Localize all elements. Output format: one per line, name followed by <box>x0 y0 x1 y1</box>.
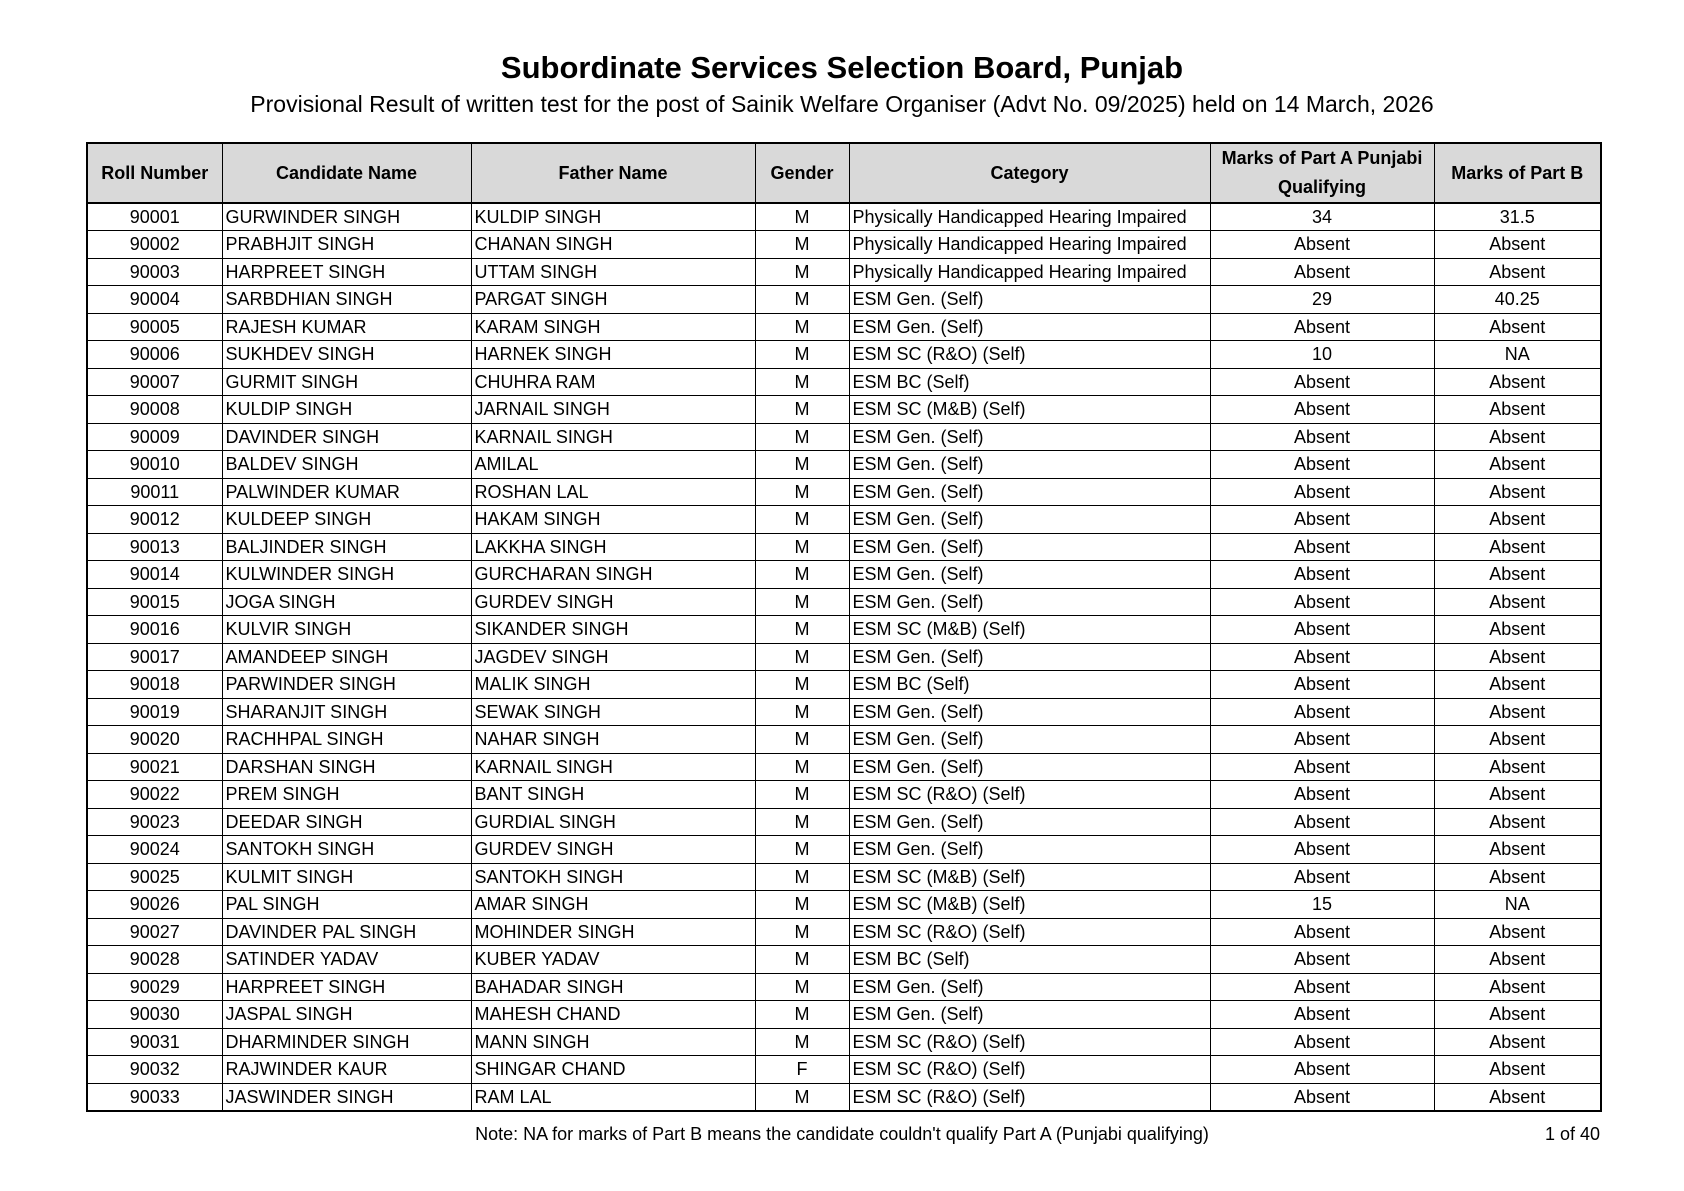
cell-candidate-name: SATINDER YADAV <box>222 946 471 974</box>
cell-father-name: MALIK SINGH <box>471 671 755 699</box>
cell-gender: M <box>755 533 849 561</box>
table-row <box>87 891 1601 919</box>
cell-marks-part-a: Absent <box>1210 836 1434 864</box>
cell-father-name: GURDIAL SINGH <box>471 808 755 836</box>
cell-candidate-name: RACHHPAL SINGH <box>222 726 471 754</box>
cell-candidate-name: DHARMINDER SINGH <box>222 1028 471 1056</box>
cell-gender: M <box>755 561 849 589</box>
cell-marks-part-a: Absent <box>1210 533 1434 561</box>
cell-marks-part-a: Absent <box>1210 698 1434 726</box>
cell-roll-number: 90029 <box>87 973 222 1001</box>
cell-marks-part-a: Absent <box>1210 808 1434 836</box>
cell-gender: M <box>755 808 849 836</box>
result-table <box>86 142 1602 1112</box>
cell-marks-part-a: Absent <box>1210 643 1434 671</box>
cell-father-name: ROSHAN LAL <box>471 478 755 506</box>
table-row <box>87 616 1601 644</box>
cell-roll-number: 90019 <box>87 698 222 726</box>
table-row <box>87 533 1601 561</box>
cell-gender: M <box>755 588 849 616</box>
cell-category: ESM Gen. (Self) <box>849 313 1210 341</box>
cell-gender: M <box>755 1083 849 1111</box>
cell-category: ESM SC (R&O) (Self) <box>849 341 1210 369</box>
page-subtitle: Provisional Result of written test for the post of Sainik Welfare Organiser (Advt No. 09/2025) held on 14 March, 2026 <box>250 91 1434 117</box>
cell-candidate-name: RAJESH KUMAR <box>222 313 471 341</box>
cell-marks-part-a: Absent <box>1210 863 1434 891</box>
cell-gender: M <box>755 1001 849 1029</box>
cell-category: Physically Handicapped Hearing Impaired <box>849 231 1210 259</box>
cell-roll-number: 90005 <box>87 313 222 341</box>
cell-father-name: JAGDEV SINGH <box>471 643 755 671</box>
cell-marks-part-a: Absent <box>1210 451 1434 479</box>
cell-marks-part-b: Absent <box>1434 423 1601 451</box>
cell-father-name: HARNEK SINGH <box>471 341 755 369</box>
cell-marks-part-b: Absent <box>1434 533 1601 561</box>
cell-gender: M <box>755 753 849 781</box>
cell-category: ESM Gen. (Self) <box>849 808 1210 836</box>
cell-category: ESM SC (M&B) (Self) <box>849 891 1210 919</box>
result-table-body <box>87 203 1601 1111</box>
column-header-father-name: Father Name <box>471 143 755 203</box>
cell-candidate-name: GURWINDER SINGH <box>222 203 471 231</box>
cell-gender: M <box>755 863 849 891</box>
cell-marks-part-a: 34 <box>1210 203 1434 231</box>
cell-marks-part-b: Absent <box>1434 918 1601 946</box>
cell-candidate-name: DAVINDER PAL SINGH <box>222 918 471 946</box>
cell-marks-part-b: NA <box>1434 891 1601 919</box>
cell-candidate-name: SARBDHIAN SINGH <box>222 286 471 314</box>
cell-marks-part-b: Absent <box>1434 561 1601 589</box>
cell-candidate-name: PREM SINGH <box>222 781 471 809</box>
cell-candidate-name: KULDEEP SINGH <box>222 506 471 534</box>
cell-category: ESM SC (R&O) (Self) <box>849 781 1210 809</box>
cell-marks-part-b: Absent <box>1434 258 1601 286</box>
cell-marks-part-b: Absent <box>1434 231 1601 259</box>
cell-roll-number: 90002 <box>87 231 222 259</box>
cell-gender: M <box>755 203 849 231</box>
cell-roll-number: 90007 <box>87 368 222 396</box>
table-row <box>87 588 1601 616</box>
cell-candidate-name: RAJWINDER KAUR <box>222 1056 471 1084</box>
cell-father-name: AMAR SINGH <box>471 891 755 919</box>
cell-category: ESM Gen. (Self) <box>849 698 1210 726</box>
cell-marks-part-b: Absent <box>1434 726 1601 754</box>
cell-father-name: SANTOKH SINGH <box>471 863 755 891</box>
cell-category: ESM Gen. (Self) <box>849 478 1210 506</box>
cell-gender: M <box>755 341 849 369</box>
cell-marks-part-a: 29 <box>1210 286 1434 314</box>
table-row <box>87 423 1601 451</box>
cell-candidate-name: KULVIR SINGH <box>222 616 471 644</box>
table-row <box>87 286 1601 314</box>
cell-father-name: CHANAN SINGH <box>471 231 755 259</box>
cell-category: ESM Gen. (Self) <box>849 643 1210 671</box>
cell-candidate-name: JASPAL SINGH <box>222 1001 471 1029</box>
cell-father-name: HAKAM SINGH <box>471 506 755 534</box>
cell-category: ESM Gen. (Self) <box>849 973 1210 1001</box>
cell-roll-number: 90032 <box>87 1056 222 1084</box>
cell-marks-part-b: Absent <box>1434 643 1601 671</box>
cell-roll-number: 90028 <box>87 946 222 974</box>
cell-category: Physically Handicapped Hearing Impaired <box>849 203 1210 231</box>
cell-marks-part-b: Absent <box>1434 1083 1601 1111</box>
cell-father-name: RAM LAL <box>471 1083 755 1111</box>
cell-candidate-name: HARPREET SINGH <box>222 973 471 1001</box>
cell-marks-part-a: Absent <box>1210 313 1434 341</box>
cell-candidate-name: PRABHJIT SINGH <box>222 231 471 259</box>
cell-roll-number: 90027 <box>87 918 222 946</box>
cell-father-name: AMILAL <box>471 451 755 479</box>
cell-marks-part-b: Absent <box>1434 808 1601 836</box>
cell-gender: M <box>755 368 849 396</box>
cell-candidate-name: SHARANJIT SINGH <box>222 698 471 726</box>
cell-marks-part-a: Absent <box>1210 616 1434 644</box>
table-row <box>87 313 1601 341</box>
cell-father-name: KARNAIL SINGH <box>471 753 755 781</box>
cell-candidate-name: JASWINDER SINGH <box>222 1083 471 1111</box>
cell-candidate-name: PAL SINGH <box>222 891 471 919</box>
cell-marks-part-b: Absent <box>1434 671 1601 699</box>
cell-roll-number: 90033 <box>87 1083 222 1111</box>
table-row <box>87 451 1601 479</box>
table-row <box>87 753 1601 781</box>
cell-roll-number: 90003 <box>87 258 222 286</box>
cell-gender: M <box>755 616 849 644</box>
cell-father-name: MANN SINGH <box>471 1028 755 1056</box>
cell-marks-part-a: Absent <box>1210 781 1434 809</box>
cell-candidate-name: HARPREET SINGH <box>222 258 471 286</box>
column-header-gender: Gender <box>755 143 849 203</box>
cell-roll-number: 90010 <box>87 451 222 479</box>
cell-candidate-name: GURMIT SINGH <box>222 368 471 396</box>
cell-father-name: GURCHARAN SINGH <box>471 561 755 589</box>
cell-marks-part-a: Absent <box>1210 973 1434 1001</box>
table-row <box>87 726 1601 754</box>
cell-category: ESM Gen. (Self) <box>849 506 1210 534</box>
cell-gender: M <box>755 643 849 671</box>
cell-father-name: SEWAK SINGH <box>471 698 755 726</box>
cell-father-name: CHUHRA RAM <box>471 368 755 396</box>
column-header-marks-part-a: Marks of Part A Punjabi Qualifying <box>1210 143 1434 203</box>
cell-category: ESM SC (R&O) (Self) <box>849 1056 1210 1084</box>
table-row <box>87 258 1601 286</box>
cell-category: ESM BC (Self) <box>849 368 1210 396</box>
cell-roll-number: 90017 <box>87 643 222 671</box>
cell-marks-part-a: Absent <box>1210 918 1434 946</box>
cell-roll-number: 90022 <box>87 781 222 809</box>
cell-marks-part-b: 40.25 <box>1434 286 1601 314</box>
cell-candidate-name: DEEDAR SINGH <box>222 808 471 836</box>
cell-candidate-name: DARSHAN SINGH <box>222 753 471 781</box>
cell-marks-part-b: Absent <box>1434 1028 1601 1056</box>
table-row <box>87 368 1601 396</box>
cell-marks-part-b: Absent <box>1434 836 1601 864</box>
cell-marks-part-a: Absent <box>1210 671 1434 699</box>
cell-father-name: MOHINDER SINGH <box>471 918 755 946</box>
cell-father-name: KARNAIL SINGH <box>471 423 755 451</box>
cell-roll-number: 90031 <box>87 1028 222 1056</box>
table-row <box>87 341 1601 369</box>
cell-gender: M <box>755 313 849 341</box>
cell-candidate-name: BALJINDER SINGH <box>222 533 471 561</box>
cell-category: ESM Gen. (Self) <box>849 726 1210 754</box>
cell-gender: M <box>755 396 849 424</box>
cell-category: ESM Gen. (Self) <box>849 1001 1210 1029</box>
cell-roll-number: 90015 <box>87 588 222 616</box>
cell-father-name: SIKANDER SINGH <box>471 616 755 644</box>
cell-candidate-name: BALDEV SINGH <box>222 451 471 479</box>
cell-marks-part-a: Absent <box>1210 1056 1434 1084</box>
cell-gender: M <box>755 258 849 286</box>
cell-father-name: SHINGAR CHAND <box>471 1056 755 1084</box>
cell-marks-part-a: Absent <box>1210 1083 1434 1111</box>
cell-marks-part-a: Absent <box>1210 506 1434 534</box>
cell-roll-number: 90006 <box>87 341 222 369</box>
cell-roll-number: 90021 <box>87 753 222 781</box>
cell-gender: M <box>755 946 849 974</box>
cell-category: ESM Gen. (Self) <box>849 561 1210 589</box>
page-title: Subordinate Services Selection Board, Punjab <box>500 50 1184 85</box>
table-row <box>87 946 1601 974</box>
cell-category: ESM Gen. (Self) <box>849 588 1210 616</box>
cell-category: ESM Gen. (Self) <box>849 423 1210 451</box>
cell-gender: M <box>755 836 849 864</box>
column-header-candidate-name: Candidate Name <box>222 143 471 203</box>
cell-marks-part-a: Absent <box>1210 478 1434 506</box>
cell-father-name: LAKKHA SINGH <box>471 533 755 561</box>
cell-marks-part-a: Absent <box>1210 561 1434 589</box>
table-row <box>87 836 1601 864</box>
cell-roll-number: 90026 <box>87 891 222 919</box>
cell-gender: F <box>755 1056 849 1084</box>
cell-gender: M <box>755 698 849 726</box>
cell-father-name: KUBER YADAV <box>471 946 755 974</box>
table-row <box>87 478 1601 506</box>
cell-category: ESM SC (M&B) (Self) <box>849 863 1210 891</box>
cell-marks-part-a: Absent <box>1210 726 1434 754</box>
cell-category: ESM Gen. (Self) <box>849 836 1210 864</box>
cell-category: ESM Gen. (Self) <box>849 753 1210 781</box>
cell-marks-part-a: Absent <box>1210 231 1434 259</box>
cell-candidate-name: JOGA SINGH <box>222 588 471 616</box>
cell-roll-number: 90004 <box>87 286 222 314</box>
cell-gender: M <box>755 286 849 314</box>
cell-gender: M <box>755 671 849 699</box>
cell-roll-number: 90014 <box>87 561 222 589</box>
cell-marks-part-a: Absent <box>1210 258 1434 286</box>
cell-category: ESM SC (R&O) (Self) <box>849 1028 1210 1056</box>
table-row <box>87 1001 1601 1029</box>
table-row <box>87 918 1601 946</box>
cell-marks-part-b: Absent <box>1434 396 1601 424</box>
table-row <box>87 506 1601 534</box>
cell-category: ESM SC (M&B) (Self) <box>849 396 1210 424</box>
cell-father-name: NAHAR SINGH <box>471 726 755 754</box>
cell-candidate-name: SANTOKH SINGH <box>222 836 471 864</box>
column-header-category: Category <box>849 143 1210 203</box>
cell-father-name: UTTAM SINGH <box>471 258 755 286</box>
table-row <box>87 863 1601 891</box>
cell-marks-part-b: Absent <box>1434 698 1601 726</box>
cell-gender: M <box>755 478 849 506</box>
cell-marks-part-b: Absent <box>1434 478 1601 506</box>
cell-marks-part-b: NA <box>1434 341 1601 369</box>
table-row <box>87 203 1601 231</box>
cell-father-name: KARAM SINGH <box>471 313 755 341</box>
cell-candidate-name: SUKHDEV SINGH <box>222 341 471 369</box>
table-row <box>87 643 1601 671</box>
cell-category: ESM SC (M&B) (Self) <box>849 616 1210 644</box>
cell-roll-number: 90009 <box>87 423 222 451</box>
cell-gender: M <box>755 506 849 534</box>
cell-roll-number: 90011 <box>87 478 222 506</box>
table-row <box>87 808 1601 836</box>
cell-marks-part-b: Absent <box>1434 616 1601 644</box>
cell-category: ESM BC (Self) <box>849 671 1210 699</box>
column-header-roll-number: Roll Number <box>87 143 222 203</box>
cell-father-name: MAHESH CHAND <box>471 1001 755 1029</box>
table-row <box>87 231 1601 259</box>
footer-note: Note: NA for marks of Part B means the candidate couldn't qualify Part A (Punjabi qualifying) <box>475 1124 1209 1144</box>
cell-roll-number: 90023 <box>87 808 222 836</box>
cell-marks-part-b: Absent <box>1434 753 1601 781</box>
cell-roll-number: 90012 <box>87 506 222 534</box>
cell-marks-part-a: 15 <box>1210 891 1434 919</box>
cell-gender: M <box>755 891 849 919</box>
cell-marks-part-b: Absent <box>1434 863 1601 891</box>
cell-marks-part-b: 31.5 <box>1434 203 1601 231</box>
cell-category: ESM BC (Self) <box>849 946 1210 974</box>
table-row <box>87 698 1601 726</box>
cell-candidate-name: PARWINDER SINGH <box>222 671 471 699</box>
cell-father-name: BANT SINGH <box>471 781 755 809</box>
cell-gender: M <box>755 726 849 754</box>
cell-roll-number: 90024 <box>87 836 222 864</box>
cell-gender: M <box>755 1028 849 1056</box>
cell-father-name: GURDEV SINGH <box>471 588 755 616</box>
cell-marks-part-a: Absent <box>1210 368 1434 396</box>
cell-gender: M <box>755 918 849 946</box>
cell-marks-part-b: Absent <box>1434 506 1601 534</box>
table-row <box>87 973 1601 1001</box>
cell-marks-part-b: Absent <box>1434 588 1601 616</box>
table-row <box>87 1083 1601 1111</box>
cell-father-name: KULDIP SINGH <box>471 203 755 231</box>
table-header-row <box>87 143 1601 203</box>
cell-gender: M <box>755 781 849 809</box>
cell-father-name: GURDEV SINGH <box>471 836 755 864</box>
cell-gender: M <box>755 973 849 1001</box>
cell-candidate-name: PALWINDER KUMAR <box>222 478 471 506</box>
cell-category: ESM SC (R&O) (Self) <box>849 1083 1210 1111</box>
table-row <box>87 1028 1601 1056</box>
cell-category: Physically Handicapped Hearing Impaired <box>849 258 1210 286</box>
cell-marks-part-b: Absent <box>1434 973 1601 1001</box>
cell-roll-number: 90025 <box>87 863 222 891</box>
table-row <box>87 1056 1601 1084</box>
cell-father-name: BAHADAR SINGH <box>471 973 755 1001</box>
cell-candidate-name: KULMIT SINGH <box>222 863 471 891</box>
table-row <box>87 396 1601 424</box>
cell-category: ESM SC (R&O) (Self) <box>849 918 1210 946</box>
cell-category: ESM Gen. (Self) <box>849 286 1210 314</box>
page-indicator: 1 of 40 <box>1544 1124 1600 1144</box>
cell-marks-part-b: Absent <box>1434 781 1601 809</box>
cell-father-name: PARGAT SINGH <box>471 286 755 314</box>
cell-candidate-name: KULDIP SINGH <box>222 396 471 424</box>
cell-marks-part-b: Absent <box>1434 451 1601 479</box>
cell-roll-number: 90016 <box>87 616 222 644</box>
cell-roll-number: 90018 <box>87 671 222 699</box>
cell-category: ESM Gen. (Self) <box>849 533 1210 561</box>
cell-marks-part-b: Absent <box>1434 1001 1601 1029</box>
cell-gender: M <box>755 423 849 451</box>
cell-marks-part-b: Absent <box>1434 1056 1601 1084</box>
cell-marks-part-a: Absent <box>1210 1001 1434 1029</box>
cell-marks-part-a: Absent <box>1210 1028 1434 1056</box>
cell-gender: M <box>755 451 849 479</box>
cell-roll-number: 90008 <box>87 396 222 424</box>
table-row <box>87 781 1601 809</box>
table-row <box>87 671 1601 699</box>
cell-candidate-name: AMANDEEP SINGH <box>222 643 471 671</box>
table-row <box>87 561 1601 589</box>
cell-marks-part-a: Absent <box>1210 423 1434 451</box>
cell-marks-part-a: Absent <box>1210 946 1434 974</box>
cell-roll-number: 90001 <box>87 203 222 231</box>
cell-marks-part-b: Absent <box>1434 946 1601 974</box>
cell-marks-part-a: Absent <box>1210 588 1434 616</box>
cell-father-name: JARNAIL SINGH <box>471 396 755 424</box>
cell-candidate-name: DAVINDER SINGH <box>222 423 471 451</box>
cell-category: ESM Gen. (Self) <box>849 451 1210 479</box>
cell-marks-part-a: 10 <box>1210 341 1434 369</box>
cell-roll-number: 90030 <box>87 1001 222 1029</box>
column-header-marks-part-b: Marks of Part B <box>1434 143 1601 203</box>
cell-gender: M <box>755 231 849 259</box>
cell-roll-number: 90020 <box>87 726 222 754</box>
cell-marks-part-b: Absent <box>1434 313 1601 341</box>
cell-marks-part-a: Absent <box>1210 396 1434 424</box>
cell-marks-part-a: Absent <box>1210 753 1434 781</box>
cell-candidate-name: KULWINDER SINGH <box>222 561 471 589</box>
cell-marks-part-b: Absent <box>1434 368 1601 396</box>
cell-roll-number: 90013 <box>87 533 222 561</box>
